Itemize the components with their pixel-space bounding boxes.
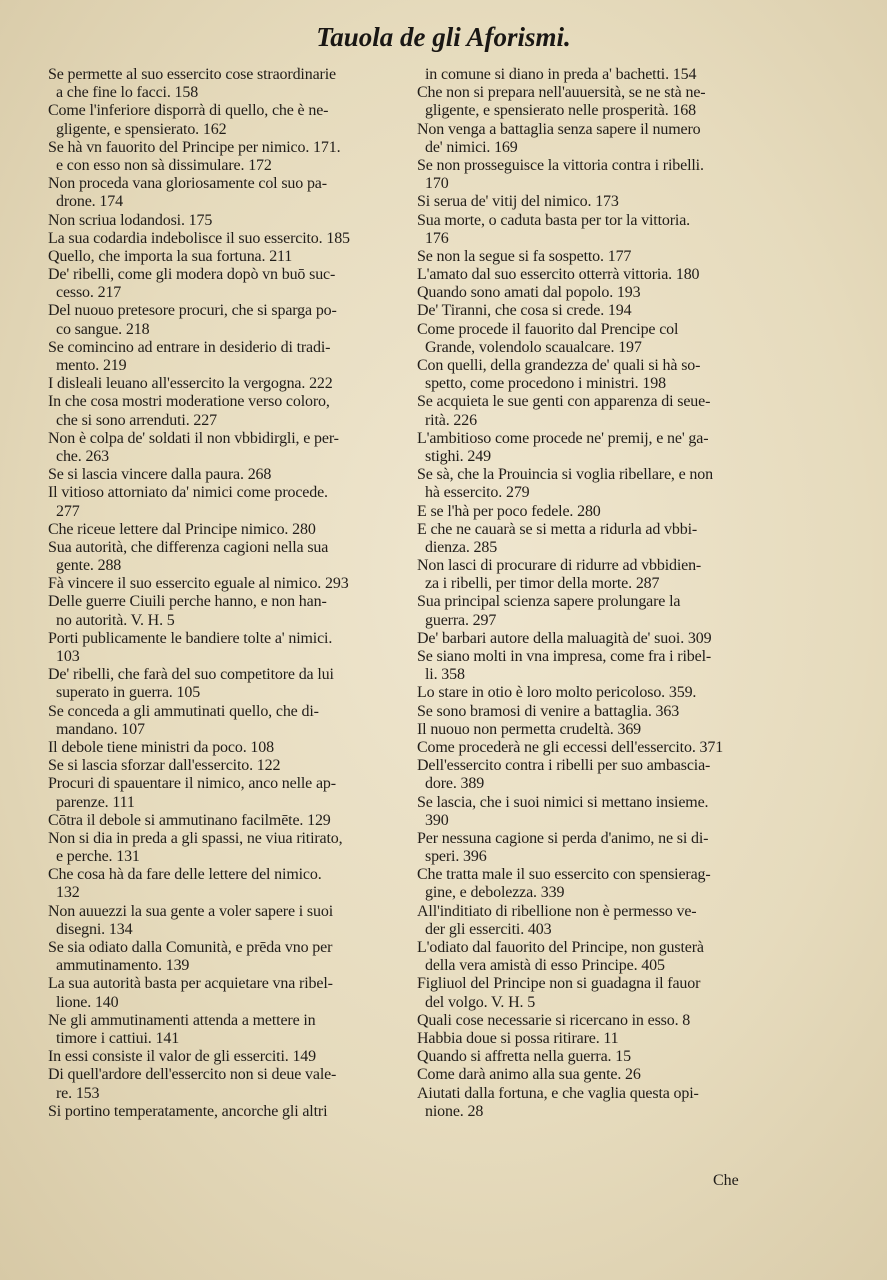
index-line: che. 263 bbox=[56, 447, 110, 465]
index-line: Se comincino ad entrare in desiderio di tradi- bbox=[48, 338, 331, 356]
index-line: Che non si prepara nell'auuersità, se ne stà ne- bbox=[417, 84, 706, 102]
index-line: gligente, e spensierato. 162 bbox=[56, 120, 227, 138]
index-line: del volgo. V. H. 5 bbox=[425, 993, 536, 1011]
index-line: Se non la segue si fa sospetto. 177 bbox=[417, 247, 632, 265]
index-line: der gli esserciti. 403 bbox=[425, 920, 552, 938]
index-line: 390 bbox=[425, 811, 449, 829]
index-line: Se si lascia sforzar dall'essercito. 122 bbox=[48, 757, 281, 775]
index-line: rità. 226 bbox=[425, 411, 477, 429]
index-line: gente. 288 bbox=[56, 557, 122, 575]
index-line: Come l'inferiore disporrà di quello, che è ne- bbox=[48, 102, 329, 120]
index-line: L'ambitioso come procede ne' premij, e ne' ga- bbox=[417, 429, 709, 447]
index-line: E se l'hà per poco fedele. 280 bbox=[417, 502, 601, 520]
index-line: dienza. 285 bbox=[425, 538, 498, 556]
index-line: 176 bbox=[425, 229, 449, 247]
index-line: Se non prosseguisce la vittoria contra i ribelli. bbox=[417, 156, 704, 174]
index-line: za i ribelli, per timor della morte. 287 bbox=[425, 575, 660, 593]
index-line: De' barbari autore della maluagità de' suoi. 309 bbox=[417, 629, 712, 647]
index-line: Grande, volendolo scaualcare. 197 bbox=[425, 338, 642, 356]
index-line: timore i cattiui. 141 bbox=[56, 1029, 180, 1047]
index-line: disegni. 134 bbox=[56, 920, 133, 938]
index-line: re. 153 bbox=[56, 1084, 100, 1102]
index-line: Aiutati dalla fortuna, e che vaglia questa opi- bbox=[417, 1084, 699, 1102]
index-line: Figliuol del Principe non si guadagna il fauor bbox=[417, 975, 701, 993]
page-header: Tauola de gli Aforismi. bbox=[316, 22, 571, 52]
index-line: Come procede il fauorito dal Prencipe col bbox=[417, 320, 679, 338]
index-line: In che cosa mostri moderatione verso coloro, bbox=[48, 393, 330, 411]
index-line: in comune si diano in preda a' bachetti. 154 bbox=[425, 66, 697, 83]
index-line: mento. 219 bbox=[56, 357, 127, 374]
index-line: Quello, che importa la sua fortuna. 211 bbox=[48, 247, 293, 265]
index-line: Se si lascia vincere dalla paura. 268 bbox=[48, 466, 272, 484]
index-line: Cōtra il debole si ammutinano facilmēte. 129 bbox=[48, 811, 331, 829]
index-line: Fà vincere il suo essercito eguale al nimico. 293 bbox=[48, 575, 349, 593]
index-line: parenze. 111 bbox=[56, 793, 135, 811]
index-line: Del nuouo pretesore procuri, che si sparga po- bbox=[48, 302, 337, 320]
index-line: lione. 140 bbox=[56, 993, 119, 1011]
index-line: Procuri di spauentare il nimico, anco nelle ap- bbox=[48, 775, 336, 793]
index-line: Come procederà ne gli eccessi dell'essercito. 371 bbox=[417, 738, 724, 756]
index-line: della vera amistà di esso Principe. 405 bbox=[425, 957, 665, 975]
index-line: Il debole tiene ministri da poco. 108 bbox=[48, 738, 274, 756]
index-line: E che ne cauarà se si metta a ridurla ad vbbi- bbox=[417, 520, 698, 538]
index-line: Se lascia, che i suoi nimici si mettano insieme. bbox=[417, 793, 709, 811]
index-line: Sua principal scienza sapere prolungare la bbox=[417, 593, 681, 611]
index-line: gligente, e spensierato nelle prosperità. 168 bbox=[425, 102, 696, 120]
index-line: no autorità. V. H. 5 bbox=[56, 611, 175, 629]
index-line: Il nuouo non permetta crudeltà. 369 bbox=[417, 720, 642, 738]
index-line: Come darà animo alla sua gente. 26 bbox=[417, 1066, 641, 1084]
index-line: drone. 174 bbox=[56, 193, 123, 211]
index-line: Ne gli ammutinamenti attenda a mettere in bbox=[48, 1011, 316, 1029]
index-line: Non lasci di procurare di ridurre ad vbbidien- bbox=[417, 557, 702, 575]
index-line: L'amato dal suo essercito otterrà vittoria. 180 bbox=[417, 266, 700, 284]
index-line: Sua autorità, che differenza cagioni nella sua bbox=[48, 538, 329, 556]
index-line: De' ribelli, che farà del suo competitore da lui bbox=[48, 666, 334, 684]
index-line: cesso. 217 bbox=[56, 284, 122, 302]
index-line: Di quell'ardore dell'essercito non si deue vale- bbox=[48, 1066, 337, 1084]
index-line: hà essercito. 279 bbox=[425, 484, 530, 502]
index-line: Delle guerre Ciuili perche hanno, e non han- bbox=[48, 593, 327, 611]
index-line: co sangue. 218 bbox=[56, 320, 150, 338]
index-line: Habbia doue si possa ritirare. 11 bbox=[417, 1029, 619, 1047]
index-line: 103 bbox=[56, 648, 80, 665]
index-line: Si serua de' vitij del nimico. 173 bbox=[417, 193, 619, 211]
catchword: Che bbox=[713, 1172, 739, 1189]
index-line: Che tratta male il suo essercito con spensierag- bbox=[417, 866, 711, 884]
index-line: Quali cose necessarie si ricercano in esso. 8 bbox=[417, 1011, 691, 1029]
index-line: Se hà vn fauorito del Principe per nimico. 171. bbox=[48, 138, 341, 156]
index-line: Se sia odiato dalla Comunità, e prēda vno per bbox=[48, 939, 333, 956]
index-line: Non si dia in preda a gli spassi, ne viua ritirato, bbox=[48, 829, 343, 847]
index-line: 132 bbox=[56, 884, 80, 902]
index-line: spetto, come procedono i ministri. 198 bbox=[425, 375, 666, 393]
index-line: Dell'essercito contra i ribelli per suo ambascia- bbox=[417, 757, 711, 775]
index-line: Non venga a battaglia senza sapere il numero bbox=[417, 120, 701, 138]
index-line: Che riceue lettere dal Principe nimico. 280 bbox=[48, 520, 316, 538]
index-line: stighi. 249 bbox=[425, 447, 491, 465]
index-line: e perche. 131 bbox=[56, 848, 140, 866]
index-line: Quando si affretta nella guerra. 15 bbox=[417, 1048, 631, 1066]
index-line: Lo stare in otio è loro molto pericoloso. 359. bbox=[417, 684, 697, 702]
index-line: Se permette al suo essercito cose straordinarie bbox=[48, 66, 336, 83]
index-line: mandano. 107 bbox=[56, 720, 145, 738]
index-line: Per nessuna cagione si perda d'animo, ne si di- bbox=[417, 829, 709, 847]
index-line: Che cosa hà da fare delle lettere del nimico. bbox=[48, 866, 322, 884]
index-line: 170 bbox=[425, 175, 449, 193]
index-line: che si sono arrenduti. 227 bbox=[56, 411, 217, 429]
index-line: L'odiato dal fauorito del Principe, non gusterà bbox=[417, 939, 704, 956]
index-line: Non proceda vana gloriosamente col suo pa- bbox=[48, 175, 327, 193]
index-line: speri. 396 bbox=[425, 848, 487, 866]
index-line: a che fine lo facci. 158 bbox=[56, 84, 199, 102]
index-line: Se sono bramosi di venire a battaglia. 363 bbox=[417, 702, 680, 720]
index-line: Il vitioso attorniato da' nimici come procede. bbox=[48, 484, 328, 502]
index-line: guerra. 297 bbox=[425, 611, 497, 629]
index-line: Non auuezzi la sua gente a voler sapere i suoi bbox=[48, 902, 333, 920]
index-line: li. 358 bbox=[425, 666, 465, 684]
index-line: Quando sono amati dal popolo. 193 bbox=[417, 284, 641, 302]
index-line: De' ribelli, come gli modera dopò vn buō suc- bbox=[48, 266, 336, 284]
index-line: ammutinamento. 139 bbox=[56, 957, 190, 975]
index-line: La sua codardia indebolisce il suo essercito. 185 bbox=[48, 229, 350, 247]
index-line: gine, e debolezza. 339 bbox=[425, 884, 565, 902]
index-line: Se conceda a gli ammutinati quello, che di- bbox=[48, 702, 319, 720]
index-line: La sua autorità basta per acquietare vna ribel- bbox=[48, 975, 333, 993]
index-line: nione. 28 bbox=[425, 1102, 484, 1120]
index-line: Si portino temperatamente, ancorche gli altri bbox=[48, 1102, 328, 1120]
index-line: De' Tiranni, che cosa si crede. 194 bbox=[417, 302, 632, 320]
index-line: Se acquieta le sue genti con apparenza di seue- bbox=[417, 393, 711, 411]
index-line: Se sà, che la Prouincia si voglia ribellare, e non bbox=[417, 466, 713, 484]
index-line: Con quelli, della grandezza de' quali si hà so- bbox=[417, 357, 701, 374]
index-line: e con esso non sà dissimulare. 172 bbox=[56, 156, 272, 174]
index-line: Porti publicamente le bandiere tolte a' nimici. bbox=[48, 629, 333, 647]
index-line: All'inditiato di ribellione non è permesso ve- bbox=[417, 902, 697, 920]
index-line: Non è colpa de' soldati il non vbbidirgli, e per- bbox=[48, 429, 339, 447]
index-line: Non scriua lodandosi. 175 bbox=[48, 211, 213, 229]
index-line: superato in guerra. 105 bbox=[56, 684, 201, 702]
index-line: Se siano molti in vna impresa, come fra i ribel- bbox=[417, 648, 712, 665]
index-line: 277 bbox=[56, 502, 80, 520]
left-column bbox=[48, 66, 410, 1121]
index-line: de' nimici. 169 bbox=[425, 138, 518, 156]
index-line: I disleali leuano all'essercito la vergogna. 222 bbox=[48, 375, 333, 393]
index-line: Sua morte, o caduta basta per tor la vittoria. bbox=[417, 211, 691, 229]
index-line: In essi consiste il valor de gli esserciti. 149 bbox=[48, 1048, 317, 1066]
index-line: dore. 389 bbox=[425, 775, 485, 793]
right-column bbox=[417, 66, 772, 1121]
